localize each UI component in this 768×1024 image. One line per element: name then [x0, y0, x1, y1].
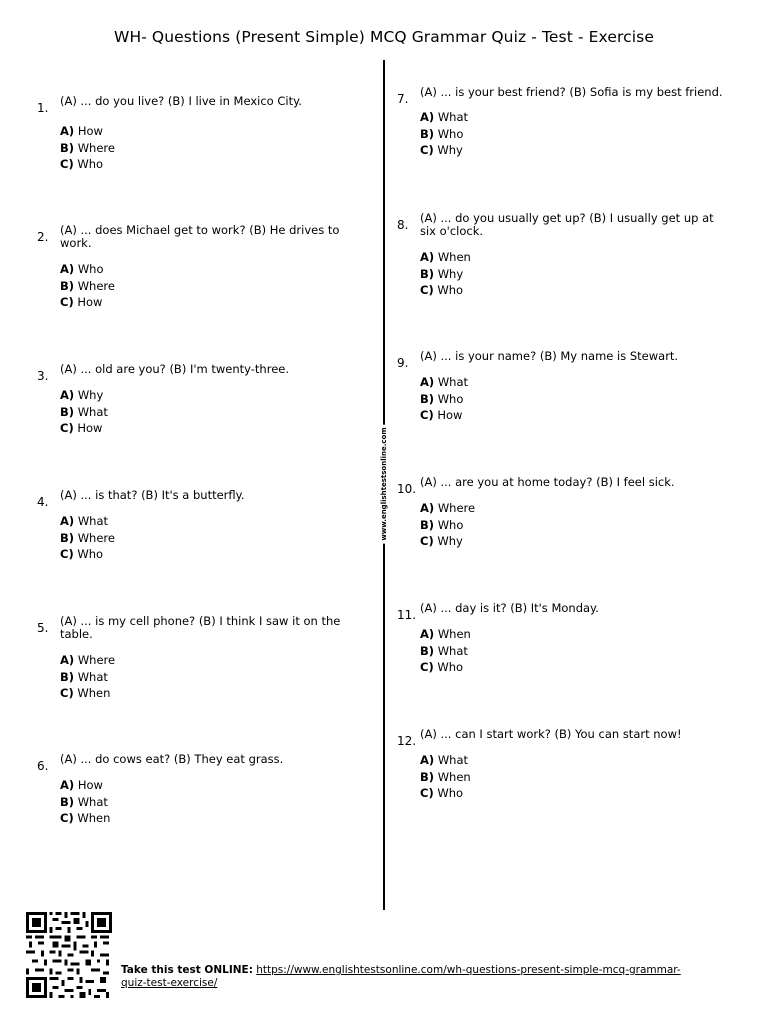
qr-code-icon[interactable] [24, 912, 114, 998]
option-b[interactable]: B) What [60, 669, 108, 684]
option-c[interactable]: C) How [420, 408, 463, 422]
question-stem: (A) ... is that? (B) It's a butterfly. [60, 488, 245, 502]
question-stem: (A) ... is your name? (B) My name is Stewart. [420, 349, 679, 363]
question-stem: (A) ... can I start work? (B) You can start now! [420, 727, 682, 741]
watermark: www.englishtestsonline.com [376, 424, 392, 543]
option-b[interactable]: B) Where [60, 530, 115, 545]
question-stem: (A) ... day is it? (B) It's Monday. [420, 601, 599, 615]
question-number: 12. [397, 734, 417, 748]
option-a[interactable]: A) Who [60, 262, 104, 276]
question-number: 4. [37, 495, 49, 509]
option-b[interactable]: B) Who [420, 391, 464, 406]
option-a[interactable]: A) What [420, 375, 469, 389]
option-b[interactable]: B) When [420, 769, 471, 784]
question-stem: (A) ... does Michael get to work? (B) He drives to work. [60, 223, 340, 250]
option-c[interactable]: C) Who [60, 157, 104, 171]
option-b[interactable]: B) Where [60, 140, 115, 155]
question-number: 6. [37, 759, 49, 773]
option-c[interactable]: C) How [60, 421, 103, 435]
option-c[interactable]: C) Why [420, 534, 463, 548]
question-stem: (A) ... old are you? (B) I'm twenty-three. [60, 362, 289, 376]
question-stem: (A) ... is your best friend? (B) Sofia is my best friend. [420, 85, 723, 99]
option-c[interactable]: C) When [60, 811, 111, 825]
option-a[interactable]: A) When [420, 250, 471, 264]
option-c[interactable]: C) When [60, 686, 111, 700]
question-number: 10. [397, 482, 417, 496]
question-number: 9. [397, 356, 409, 370]
option-b[interactable]: B) Who [420, 517, 464, 532]
option-c[interactable]: C) Who [420, 786, 464, 800]
question-stem: (A) ... is my cell phone? (B) I think I saw it on the table. [60, 614, 341, 641]
question-stem: (A) ... do you live? (B) I live in Mexico City. [60, 94, 302, 108]
test-online-link[interactable]: https://www.englishtestsonline.com/wh-questions-present-simple-mcq-grammar-quiz-test-exercise/ [121, 964, 681, 989]
question-stem: (A) ... do you usually get up? (B) I usually get up at six o'clock. [420, 211, 714, 238]
question-number: 7. [397, 92, 409, 106]
option-a[interactable]: A) What [60, 514, 109, 528]
option-c[interactable]: C) Who [60, 547, 104, 561]
question-number: 2. [37, 230, 49, 244]
question-stem: (A) ... are you at home today? (B) I feel sick. [420, 475, 675, 489]
option-b[interactable]: B) Who [420, 126, 464, 141]
option-b[interactable]: B) Why [420, 266, 464, 281]
option-c[interactable]: C) Why [420, 143, 463, 157]
option-a[interactable]: A) When [420, 627, 471, 641]
option-b[interactable]: B) Where [60, 278, 115, 293]
option-c[interactable]: C) How [60, 295, 103, 309]
question-number: 8. [397, 218, 409, 232]
question-number: 11. [397, 608, 417, 622]
option-c[interactable]: C) Who [420, 283, 464, 297]
option-a[interactable]: A) How [60, 778, 103, 792]
question-number: 1. [37, 101, 49, 115]
option-b[interactable]: B) What [60, 404, 108, 419]
option-b[interactable]: B) What [60, 794, 108, 809]
option-a[interactable]: A) Why [60, 388, 104, 402]
page-title: WH- Questions (Present Simple) MCQ Grammar Quiz - Test - Exercise [114, 28, 654, 46]
option-a[interactable]: A) Where [420, 501, 476, 515]
question-number: 3. [37, 369, 49, 383]
option-c[interactable]: C) Who [420, 660, 464, 674]
option-a[interactable]: A) What [420, 110, 469, 124]
option-a[interactable]: A) What [420, 753, 469, 767]
footer-lead: Take this test ONLINE: [121, 964, 253, 976]
footer [121, 964, 681, 990]
option-a[interactable]: A) How [60, 124, 103, 138]
question-number: 5. [37, 621, 49, 635]
option-a[interactable]: A) Where [60, 653, 116, 667]
question-stem: (A) ... do cows eat? (B) They eat grass. [60, 752, 284, 766]
option-b[interactable]: B) What [420, 643, 468, 658]
